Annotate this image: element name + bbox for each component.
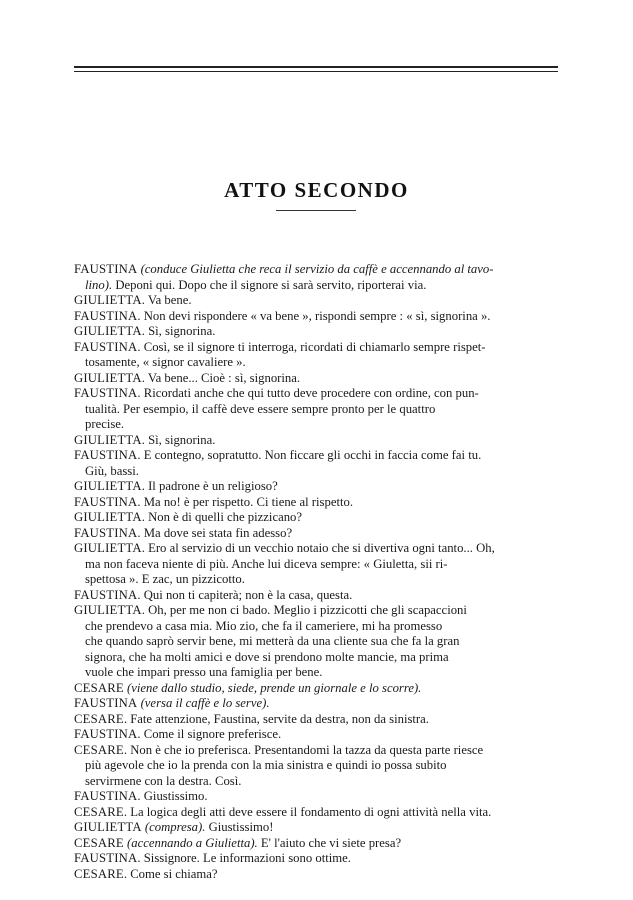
speaker-name: FAUSTINA [74, 262, 138, 276]
dialogue-line [74, 324, 564, 340]
line-text: che prendevo a casa mia. Mio zio, che fa il cameriere, mi ha promesso [85, 618, 443, 633]
line-text: Deponi qui. Dopo che il signore si sarà servito, riporterai via. [112, 277, 427, 292]
dialogue-line [74, 340, 564, 356]
speaker-name: GIULIETTA [74, 479, 142, 493]
speaker-name: FAUSTINA [74, 851, 138, 865]
dialogue-line [74, 650, 564, 666]
stage-direction: (compresa). [141, 820, 206, 834]
speaker-name: CESARE [74, 866, 124, 881]
speaker-name: FAUSTINA [74, 494, 138, 509]
line-text: . Sissignore. Le informazioni sono ottime. [137, 851, 351, 865]
stage-direction: (versa il caffè e lo serve). [137, 696, 270, 710]
dialogue-text [74, 262, 564, 882]
dialogue-line [74, 371, 564, 387]
line-text: . Ma no! è per rispetto. Ci tiene al rispetto. [137, 494, 354, 509]
line-text: E' l'aiuto che vi siete presa? [257, 835, 402, 850]
stage-direction: (viene dallo studio, siede, prende un giornale e lo scorre). [123, 680, 422, 695]
line-text: . Come il signore preferisce. [137, 727, 282, 741]
speaker-name: FAUSTINA [74, 789, 138, 803]
dialogue-line [74, 758, 564, 774]
dialogue-line [74, 588, 564, 604]
dialogue-line [74, 696, 564, 712]
top-rule-thin [74, 71, 558, 72]
dialogue-line [74, 603, 564, 619]
stage-direction: (accennando a Giulietta). [123, 835, 258, 850]
speaker-name: CESARE [74, 804, 124, 819]
line-text: . La logica degli atti deve essere il fondamento di ogni attività nella vita. [123, 804, 492, 819]
dialogue-line [74, 665, 564, 681]
line-text: . Così, se il signore ti interroga, ricordati di chiamarlo sempre rispet- [137, 339, 486, 354]
dialogue-line [74, 495, 564, 511]
speaker-name: GIULIETTA [74, 293, 142, 307]
line-text: precise. [85, 417, 125, 431]
speaker-name: GIULIETTA [74, 370, 142, 385]
dialogue-line [74, 293, 564, 309]
line-text: . Non è che io preferisca. Presentandomi la tazza da questa parte riesce [123, 742, 484, 757]
dialogue-line [74, 541, 564, 557]
line-text: . Va bene... Cioè : sì, signorina. [141, 370, 301, 385]
line-text: . Va bene. [141, 293, 192, 307]
dialogue-line [74, 727, 564, 743]
speaker-name: GIULIETTA [74, 324, 142, 338]
speaker-name: GIULIETTA [74, 820, 142, 834]
line-text: . Non è di quelli che pizzicano? [141, 510, 303, 524]
speaker-name: GIULIETTA [74, 541, 142, 555]
dialogue-line [74, 805, 564, 821]
line-text: . Ma dove sei stata fin adesso? [137, 525, 293, 540]
dialogue-line [74, 634, 564, 650]
speaker-name: FAUSTINA [74, 587, 138, 602]
line-text: tualità. Per esempio, il caffè deve essere sempre pronto per le quattro [85, 401, 436, 416]
speaker-name: FAUSTINA [74, 308, 138, 323]
dialogue-line [74, 743, 564, 759]
speaker-name: FAUSTINA [74, 696, 138, 710]
dialogue-line [74, 433, 564, 449]
line-text: tosamente, « signor cavaliere ». [85, 355, 246, 369]
dialogue-line [74, 355, 564, 371]
dialogue-line [74, 309, 564, 325]
line-text: signora, che ha molti amici e dove si prendono molte mancie, ma prima [85, 649, 449, 664]
dialogue-line [74, 417, 564, 433]
line-text: più agevole che io la prenda con la mia sinistra e quindi io possa subito [85, 758, 447, 772]
dialogue-line [74, 681, 564, 697]
speaker-name: GIULIETTA [74, 510, 142, 524]
line-text: . Oh, per me non ci bado. Meglio i pizzicotti che gli scapaccioni [141, 603, 467, 617]
line-text: . Ero al servizio di un vecchio notaio che si divertiva ogni tanto... Oh, [141, 541, 495, 555]
speaker-name: FAUSTINA [74, 727, 138, 741]
line-text: . Qui non ti capiterà; non è la casa, questa. [137, 587, 353, 602]
stage-direction: lino). [85, 277, 113, 292]
line-text: ma non faceva niente di più. Anche lui diceva sempre: « Giuletta, sii ri- [85, 556, 448, 571]
dialogue-line [74, 557, 564, 573]
dialogue-line [74, 479, 564, 495]
dialogue-line [74, 510, 564, 526]
speaker-name: FAUSTINA [74, 448, 138, 462]
line-text: . Come si chiama? [123, 866, 218, 881]
dialogue-line [74, 836, 564, 852]
line-text: Giù, bassi. [85, 463, 139, 478]
line-text: . Sì, signorina. [141, 324, 216, 338]
line-text: . Ricordati anche che qui tutto deve procedere con ordine, con pun- [137, 386, 479, 400]
dialogue-line [74, 278, 564, 294]
line-text: servirmene con la destra. Così. [85, 773, 242, 788]
dialogue-line [74, 572, 564, 588]
speaker-name: FAUSTINA [74, 386, 138, 400]
title-underline [276, 210, 356, 211]
dialogue-line [74, 619, 564, 635]
stage-direction: (conduce Giulietta che reca il servizio da caffè e accennando al tavo- [137, 262, 494, 276]
dialogue-line [74, 789, 564, 805]
dialogue-line [74, 464, 564, 480]
dialogue-line [74, 262, 564, 278]
speaker-name: CESARE [74, 835, 124, 850]
top-rule [74, 66, 558, 68]
line-text: . Giustissimo. [137, 789, 208, 803]
dialogue-line [74, 867, 564, 883]
line-text: . Sì, signorina. [141, 432, 216, 447]
speaker-name: GIULIETTA [74, 432, 142, 447]
line-text: . Non devi rispondere « va bene », rispondi sempre : « sì, signorina ». [137, 308, 491, 323]
speaker-name: GIULIETTA [74, 603, 142, 617]
line-text: . Il padrone è un religioso? [141, 479, 278, 493]
dialogue-line [74, 851, 564, 867]
line-text: che quando saprò servir bene, mi metterà da una cliente sua che fa la gran [85, 634, 460, 648]
dialogue-line [74, 386, 564, 402]
speaker-name: FAUSTINA [74, 525, 138, 540]
page-title: ATTO SECONDO [224, 178, 409, 202]
line-text: . Fate attenzione, Faustina, servite da destra, non da sinistra. [123, 711, 429, 726]
dialogue-line [74, 820, 564, 836]
speaker-name: FAUSTINA [74, 339, 138, 354]
line-text: spettosa ». E zac, un pizzicotto. [85, 572, 245, 586]
speaker-name: CESARE [74, 680, 124, 695]
speaker-name: CESARE [74, 711, 124, 726]
speaker-name: CESARE [74, 742, 124, 757]
dialogue-line [74, 448, 564, 464]
line-text: Giustissimo! [205, 820, 274, 834]
dialogue-line [74, 402, 564, 418]
line-text: . E contegno, sopratutto. Non ficcare gli occhi in faccia come fai tu. [137, 448, 482, 462]
dialogue-line [74, 526, 564, 542]
line-text: vuole che impari presso una famiglia per bene. [85, 665, 323, 679]
dialogue-line [74, 712, 564, 728]
dialogue-line [74, 774, 564, 790]
